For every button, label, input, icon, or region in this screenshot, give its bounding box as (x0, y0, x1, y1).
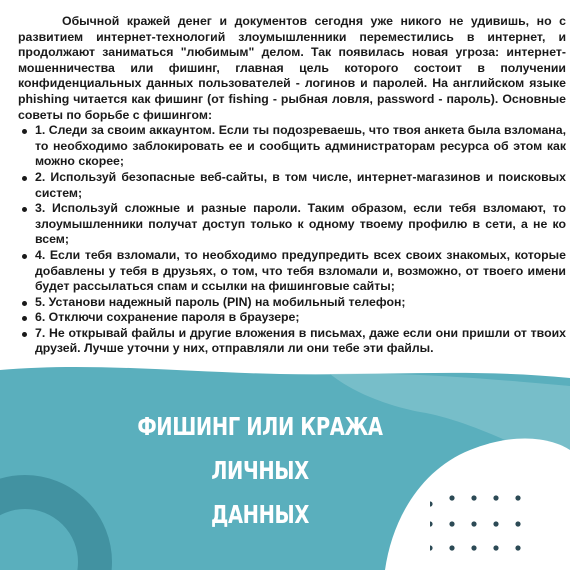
tips-list (18, 123, 566, 357)
poster-title (104, 405, 416, 537)
list-item: 7. Не открывай файлы и другие вложения в письмах, даже если они пришли от твоих друзей. Лучше уточни у них, отправляли ли они тебе эти файлы. (35, 325, 566, 356)
article-body (18, 14, 566, 357)
list-item: 3. Используй сложные и разные пароли. Таким образом, если тебя взломают, то злоумышленники получат доступ только к одному твоему профилю в сети, а не ко всем; (35, 201, 566, 247)
list-item: 5. Установи надежный пароль (PIN) на мобильный телефон; (35, 295, 566, 311)
list-item: 6. Отключи сохранение пароля в браузере; (35, 310, 566, 326)
list-item: 2. Используй безопасные веб-сайты, в том числе, интернет-магазинов и поисковых систем; (35, 169, 566, 200)
list-item: 4. Если тебя взломали, то необходимо предупредить всех своих знакомых, которые добавлены у тебя в друзьях, о том, что тебя взломали и, возможно, от твоего имени будет рассылаться спам и ссылки на фишинговые сайты; (35, 247, 566, 294)
list-item: 1. Следи за своим аккаунтом. Если ты подозреваешь, что твоя анкета была взломана, то необходимо заблокировать ее и сообщить администраторам ресурса об этом как можно скорее; (35, 123, 566, 169)
title-line-2: ДАННЫХ (210, 500, 309, 529)
title-line-1: ФИШИНГ ИЛИ КРАЖА ЛИЧНЫХ (137, 412, 383, 485)
intro-paragraph: Обычной кражей денег и документов сегодня уже никого не удивишь, но с развитием интернет-технологий злоумышленники переместились в интернет, и продолжают заниматься "любимым" делом. Так появилась новая угроза: интернет-мошенничества или фишинг, главная цель которого состоит в получении конфиденциальных данных пользователей - логинов и паролей. На английском языке phishing читается как фишинг (от fishing - рыбная ловля, password - пароль). Основные советы по борьбе с фишингом: (18, 14, 566, 122)
dot-grid (430, 476, 550, 556)
